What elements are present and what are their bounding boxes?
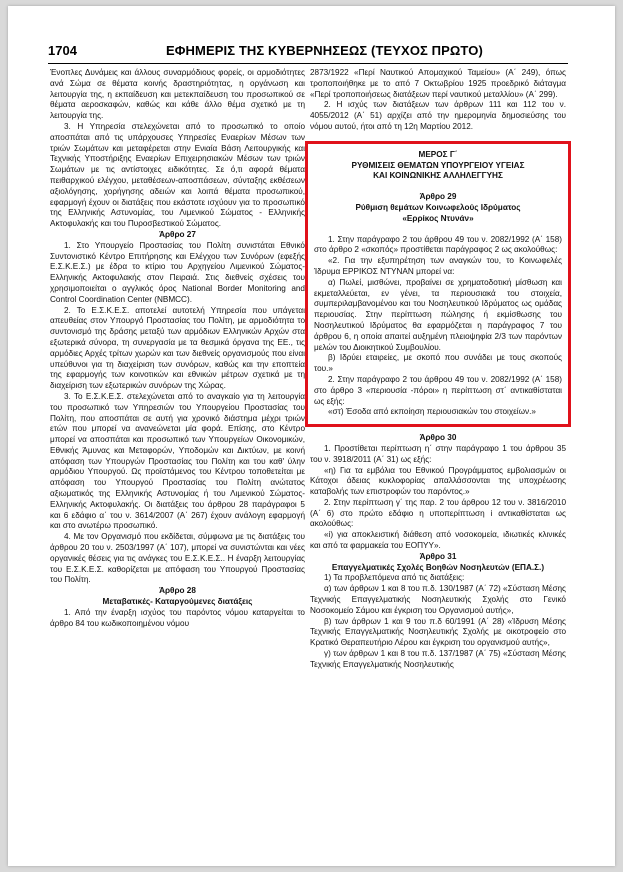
article-31-paragraph: α) των άρθρων 1 και 8 του π.δ. 130/1987 (Α΄ 72) «Σύσταση Μέσης Τεχνικής Επαγγελματικής Νοσηλευτικής Σχολής στο Γενικό Νοσοκομείο Σάμου και έγκριση του Οργανισμού αυτής», <box>310 584 566 615</box>
article-30-heading: Άρθρο 30 <box>419 433 457 443</box>
article-29-subheading: «Ερρίκος Ντυνάν» <box>402 213 474 223</box>
gazette-page <box>8 6 615 866</box>
article-31-paragraph: β) των άρθρων 1 και 9 του π.δ 60/1991 (Α΄ 28) «Ίδρυση Μέσης Τεχνικής Επαγγελματικής Νοσηλευτικής Σχολής με οικοτροφείο στο Κρατικό Θεραπευτήριο Λέρου και έγκριση του οργανισμού αυτής», <box>310 616 566 648</box>
article-27-paragraph: 3. Το Ε.Σ.Κ.Ε.Σ. στελεχώνεται από το αναγκαίο για τη λειτουργία του προσωπικό των Υπηρεσιών του Υπουργείου Προστασίας του Πολίτη, που αποσπάται σε αυτή για χρονικό διάστημα μέχρι τριών ετών που μπορεί να ανανεώνεται μία φορά. Επίσης, στο Κέντρο μπορεί να αποσπάται και προσωπικό των Υπουργείων Οικονομικών, Εθνικής Άμυνας και Μεταφορών, Υποδομών και Δικτύων, με κοινή απόφαση των Υπουργών Προστασίας του Πολίτη και του καθ' ύλην αρμόδιου Υπουργού. Ως προϊστάμενος του Κέντρου τοποθετείται με απόφαση του Υπουργού Προστασίας του Πολίτη ανώτατος αξιωματικός της Ελληνικής Αστυνομίας ή του Λιμενικού Σώματος-Ελληνικής Ακτοφυλακής. Οι διατάξεις του άρθρου 28 παράγραφοι 5 και 6 εδάφιο α΄ του ν. 3614/2007 (Α΄ 267) έχουν ανάλογη εφαρμογή και στο ανωτέρω προσωπικό. <box>50 391 305 531</box>
article-29-subheading: Ρύθμιση θεμάτων Κοινωφελούς Ιδρύματος <box>355 202 521 212</box>
article-30-paragraph: 1. Προστίθεται περίπτωση η΄ στην παράγραφο 1 του άρθρου 35 του ν. 3918/2011 (Α΄ 31) ως εξής: <box>310 443 566 464</box>
article-28-paragraph: 1. Από την έναρξη ισχύος του παρόντος νόμου καταργείται το άρθρο 84 του κωδικοποιημένου νόμου <box>50 607 305 628</box>
page-number: 1704 <box>48 43 77 58</box>
left-column <box>50 68 305 629</box>
article-29-paragraph: 2. Στην παράγραφο 2 του άρθρου 49 του ν. 2082/1992 (Α΄ 158) στο άρθρο 3 «περιουσία -πόροι» η περίπτωση στ΄ αντικαθίσταται ως εξής: <box>314 374 562 406</box>
article-28-heading: Άρθρο 28 <box>159 586 196 596</box>
article-29-paragraph: «2. Για την εξυπηρέτηση των αναγκών του, το Κοινωφελές Ίδρυμα ΕΡΡΙΚΟΣ ΝΤΥΝΑΝ μπορεί να: <box>314 256 562 276</box>
article-27-paragraph: 4. Με τον Οργανισμό που εκδίδεται, σύμφωνα με τις διατάξεις του άρθρου 20 του ν. 2503/1997 (Α΄ 107), μπορεί να συνιστώνται και νέες οργανικές θέσεις για τις ανάγκες του Ε.Σ.Κ.Ε.Σ.. Η έναρξη λειτουργίας του Ε.Σ.Κ.Ε.Σ. καθορίζεται με απόφαση του Υπουργού Προστασίας του Πολίτη. <box>50 532 305 585</box>
article-27-paragraph: 2. Το Ε.Σ.Κ.Ε.Σ. αποτελεί αυτοτελή Υπηρεσία που υπάγεται απευθείας στον Υπουργό Προστασίας του Πολίτη, με αρμοδιότητα το συντονισμό της δράσης μεταξύ των αρμόδιων Ελληνικών Αρχών στα εξωτερικά σύνορα, τη συνεργασία με τα θεσμικά όργανα της ΕΕ., τις αρμόδιες Αρχές τρίτων χωρών και των διεθνείς οργανισμούς που είναι υπεύθυνοι για τη διαχείριση των συνόρων, καθώς και την εποπτεία της εφαρμογής των κοινοτικών και εθνικών μέτρων σχετικά με τη διαχείριση των εξωτερικών συνόρων της Χώρας. <box>50 305 305 391</box>
part-c-highlight-box <box>305 141 571 427</box>
article-27-paragraph: 1. Στο Υπουργείο Προστασίας του Πολίτη συνιστάται Εθνικό Συντονιστικό Κέντρο Επιτήρησης και Ελέγχου των Συνόρων (εφεξής Ε.Σ.Κ.Ε.Σ.) με έδρα το κτίριο του Αρχηγείου Λιμενικού Σώματος- Ελληνικής Ακτοφυλακής στον Πειραιά. Στις διεθνείς σχέσεις του χρησιμοποιείται ο αγγλικός όρος National Border Monitoring and Control Coordination Center (NBMCC). <box>50 240 305 304</box>
article-30-paragraph: 2. Στην περίπτωση γ΄ της παρ. 2 του άρθρου 12 του ν. 3816/2010 (Α΄ 6) στο πρώτο εδάφιο η υποπερίπτωση i αντικαθίσταται ως ακολούθως: <box>310 497 566 529</box>
left-intro-paragraph: Ένοπλες Δυνάμεις και άλλους συναρμόδιους φορείς, οι αρμοδιότητες ανά Σώμα σε θέματα κοινής δραστηριότητας, η οργάνωση και λειτουργία της, η εκπαίδευση και μετεκπαίδευση του προσωπικού σε θέματα αεροσκαφών, καθώς και κάθε άλλο θέμα σχετικό με τη λειτουργία της. <box>50 68 305 121</box>
article-30-paragraph: «i) για αποκλειστική διάθεση από νοσοκομεία, ιδιωτικές κλινικές και από τα φαρμακεία του ΕΟΠΥΥ». <box>310 530 566 551</box>
left-intro-paragraph: 3. Η Υπηρεσία στελεχώνεται από το προσωπικό το οποίο αποσπάται από τις υπάρχουσες Υπηρεσίες Εναερίων Μέσων των τριών Σωμάτων και μεταφέρεται στην Ενιαία Βάση Λειτουργικής και Τεχνικής Υποστήριξης Εναερίων Επιχειρησιακών Μέσων των τριών Σωμάτων με τις αντίστοιχες ειδικότητες. Σε ό,τι αφορά θέματα πειθαρχικού ελέγχου, μεταθέσεων-αποσπάσεων, σύνταξης εκθέσεων αξιολόγησης, χορήγησης αδειών και λοιπά θέματα προσωπικού, εφαρμογή έχουν οι διατάξεις που εκάστοτε ισχύουν για το προσωπικό της Ελληνικής Αστυνομίας, του Λιμενικού Σώματος - Ελληνικής Ακτοφυλακής και του Πυροσβεστικού Σώματος. <box>50 121 305 229</box>
article-28-subheading: Μεταβατικές- Καταργούμενες διατάξεις <box>102 597 253 607</box>
article-31-paragraph: γ) των άρθρων 1 και 8 του π.δ. 137/1987 (Α΄ 75) «Σύσταση Μέσης Τεχνικής Επαγγελματικής Νοσηλευτικής <box>310 649 566 669</box>
right-intro-paragraph: 2. Η ισχύς των διατάξεων των άρθρων 111 και 112 του ν. 4055/2012 (Α΄ 51) αρχίζει από την ημερομηνία δημοσιεύσης του νόμου αυτού, ήτοι από τη 12η Μαρτίου 2012. <box>310 100 566 131</box>
article-29-paragraph: 1. Στην παράγραφο 2 του άρθρου 49 του ν. 2082/1992 (Α΄ 158) στο άρθρο 2 «σκοπός» προστίθεται παράγραφος 2 ως ακολούθως: <box>314 234 562 255</box>
article-29-paragraph: α) Πωλεί, μισθώνει, προβαίνει σε χρηματοδοτική μίσθωση και εκμεταλλεύεται, εν γένει, τα περιουσιακά του στοιχεία, συμπεριλαμβανομένου και του Νοσηλευτικού Ιδρύματος ως ομάδας περιουσίας. Στην περίπτωση πώλησης ή εκμίσθωσης του Νοσηλευτικού Ιδρύματος θα εφαρμόζεται η παράγραφος 7 του άρθρου 6, η οποία απαιτεί αυξημένη πλειοψηφία 2/3 των παρόντων μελών του Διοικητικού Συμβουλίου. <box>314 277 562 352</box>
right-column <box>310 68 566 671</box>
article-31-paragraph: 1) Τα προβλεπόμενα από τις διατάξεις: <box>324 573 465 583</box>
right-intro-paragraph: 2873/1922 «Περί Ναυτικού Απομαχικού Ταμείου» (Α΄ 249), όπως τροποποιήθηκε με το από 7 Οκτωβρίου 1925 προεδρικό διάταγμα «Περί τροποποιήσεως διατάξεων περί ναυτικού μεταλλίου» (Α΄ 299). <box>310 68 566 99</box>
article-29-paragraph: β) Ιδρύει εταιρείες, με σκοπό που συνάδει με τους σκοπούς του.» <box>314 353 562 374</box>
article-30-paragraph: «η) Για τα εμβόλια του Εθνικού Προγράμματος εμβολιασμών οι Κάτοχοι άδειας κυκλοφορίας απαλλάσσονται της υποχρέωσης καταβολής των επιστροφών του παρόντος.» <box>310 465 566 497</box>
part-subtitle-line: ΚΑΙ ΚΟΙΝΩΝΙΚΗΣ ΑΛΛΗΛΕΓΓΥΗΣ <box>373 171 503 181</box>
page-header <box>48 43 568 64</box>
article-29-paragraph: «στ) Έσοδα από εκποίηση περιουσιακών του στοιχείων.» <box>328 407 536 417</box>
article-31-subheading: Επαγγελματικές Σχολές Βοηθών Νοσηλευτών (ΕΠΑ.Σ.) <box>331 562 545 572</box>
article-29-heading: Άρθρο 29 <box>419 192 457 202</box>
gazette-title: ΕΦΗΜΕΡΙΣ ΤΗΣ ΚΥΒΕΡΝΗΣΕΩΣ (ΤΕΥΧΟΣ ΠΡΩΤΟ) <box>166 43 483 58</box>
part-title: ΜΕΡΟΣ Γ΄ <box>418 149 458 159</box>
part-subtitle-line: ΡΥΘΜΙΣΕΙΣ ΘΕΜΑΤΩΝ ΥΠΟΥΡΓΕΙΟΥ ΥΓΕΙΑΣ <box>351 160 525 170</box>
article-27-heading: Άρθρο 27 <box>159 229 196 239</box>
article-31-heading: Άρθρο 31 <box>419 551 457 561</box>
